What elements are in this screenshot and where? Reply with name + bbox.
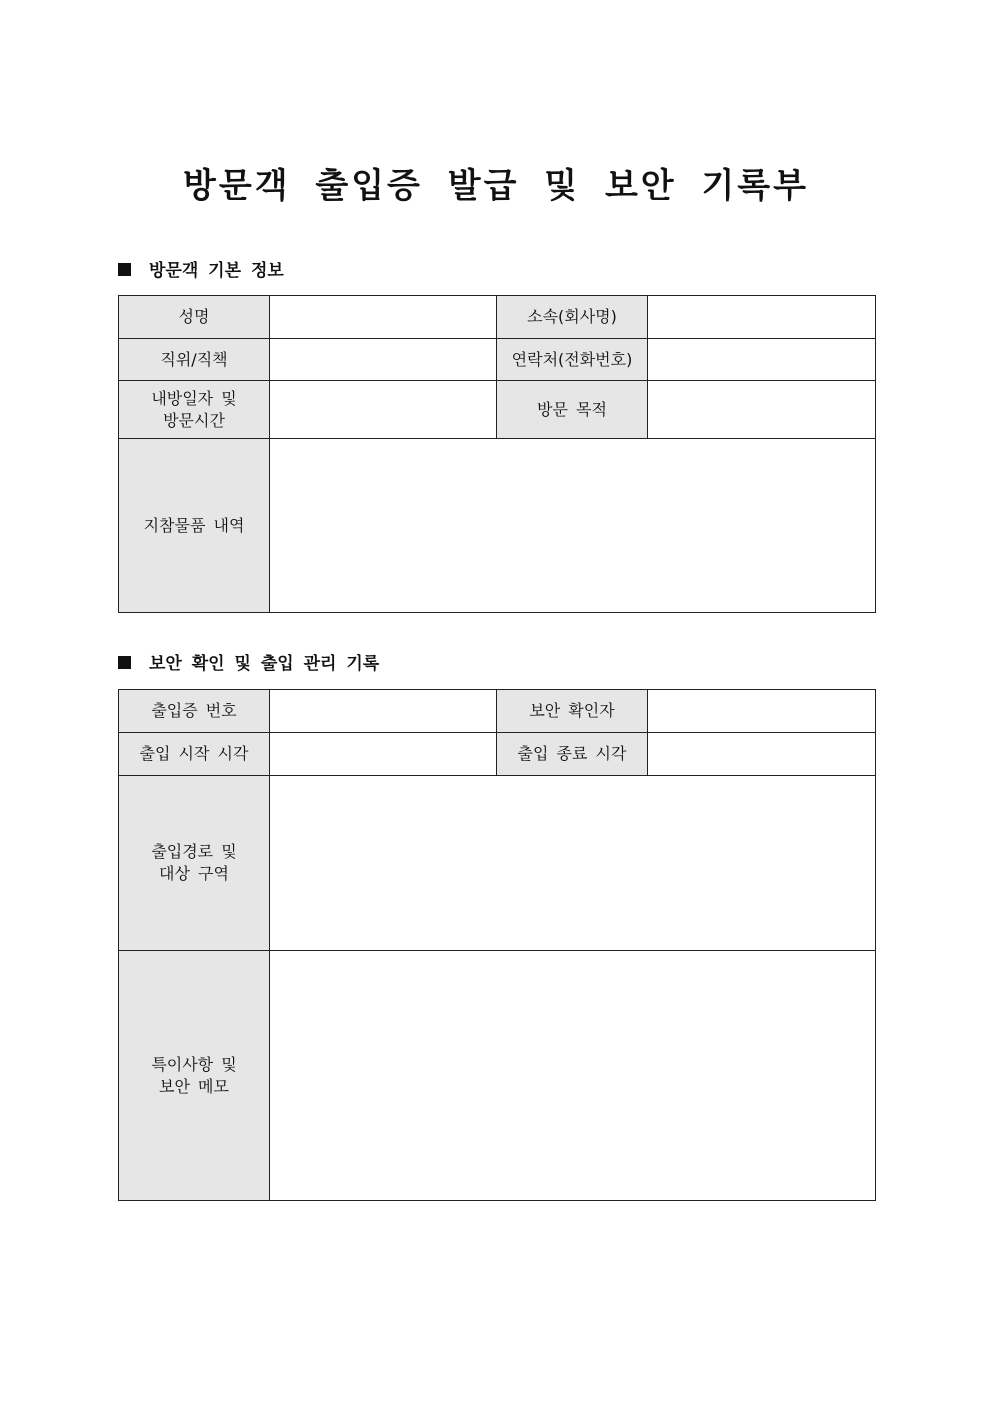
pass-number-label: 출입증 번호: [119, 690, 270, 733]
entry-start-field[interactable]: [270, 733, 497, 776]
items-field[interactable]: [270, 439, 876, 613]
purpose-field[interactable]: [648, 381, 876, 439]
square-bullet-icon: [118, 263, 131, 276]
visit-datetime-label-line1: 내방일자 및: [151, 388, 237, 408]
visitor-info-table: [118, 295, 876, 613]
name-label: 성명: [119, 296, 270, 339]
document-title: 방문객 출입증 발급 및 보안 기록부: [183, 166, 809, 206]
table-row: [119, 951, 876, 1201]
name-field[interactable]: [270, 296, 497, 339]
visit-datetime-label-line2: 방문시간: [163, 410, 225, 430]
contact-field[interactable]: [648, 339, 876, 381]
visit-datetime-field[interactable]: [270, 381, 497, 439]
table-row: [119, 776, 876, 951]
route-label: [119, 776, 270, 951]
visit-datetime-label: [119, 381, 270, 439]
entry-start-label: 출입 시작 시각: [119, 733, 270, 776]
security-checker-field[interactable]: [648, 690, 876, 733]
pass-number-field[interactable]: [270, 690, 497, 733]
security-record-table: [118, 689, 876, 1201]
affiliation-field[interactable]: [648, 296, 876, 339]
route-label-line2: 대상 구역: [159, 864, 229, 883]
table-row: [119, 439, 876, 613]
affiliation-label: 소속(회사명): [497, 296, 648, 339]
security-checker-label: 보안 확인자: [497, 690, 648, 733]
notes-field[interactable]: [270, 951, 876, 1201]
position-field[interactable]: [270, 339, 497, 381]
section-heading-visitor-info: [118, 258, 284, 284]
section-heading-text: 방문객 기본 정보: [149, 261, 284, 281]
table-row: [119, 296, 876, 339]
section-heading-text: 보안 확인 및 출입 관리 기록: [149, 654, 380, 674]
notes-label-line1: 특이사항 및: [151, 1054, 237, 1074]
items-label: 지참물품 내역: [119, 439, 270, 613]
square-bullet-icon: [118, 656, 131, 669]
entry-end-label: 출입 종료 시각: [497, 733, 648, 776]
contact-label: 연락처(전화번호): [497, 339, 648, 381]
purpose-label: 방문 목적: [497, 381, 648, 439]
table-row: [119, 381, 876, 439]
notes-label: [119, 951, 270, 1201]
route-label-line1: 출입경로 및: [151, 842, 237, 861]
position-label: 직위/직책: [119, 339, 270, 381]
entry-end-field[interactable]: [648, 733, 876, 776]
notes-label-line2: 보안 메모: [159, 1076, 229, 1096]
route-field[interactable]: [270, 776, 876, 951]
table-row: [119, 733, 876, 776]
section-heading-security-record: [118, 651, 379, 677]
table-row: [119, 690, 876, 733]
table-row: [119, 339, 876, 381]
